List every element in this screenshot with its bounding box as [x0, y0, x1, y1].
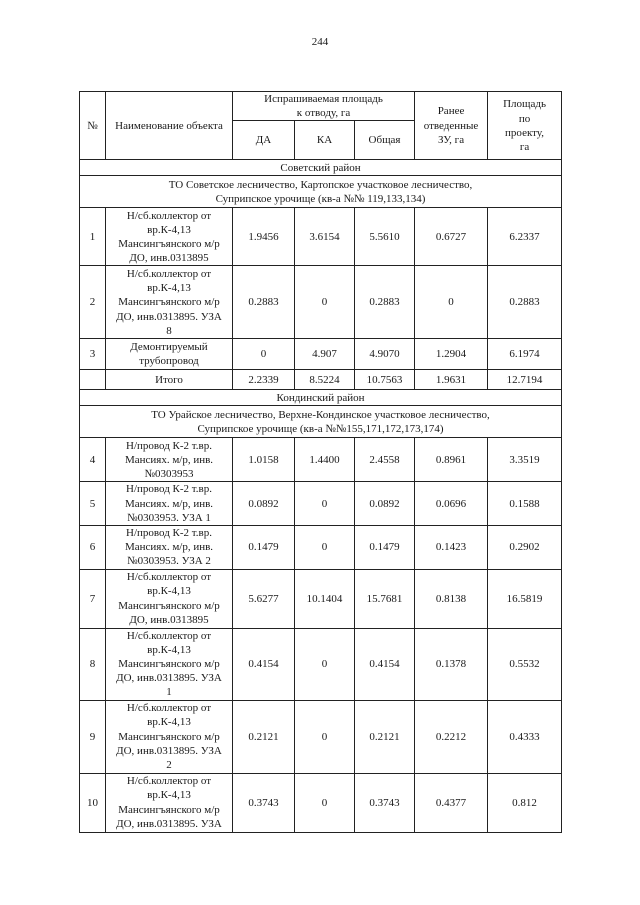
object-name-line: Мансиях. м/р, инв. — [124, 453, 214, 466]
row-number: 3 — [80, 339, 106, 370]
area-da: 0 — [233, 339, 295, 370]
forestry-line2: Суприпское урочище (кв-а №№ 119,133,134) — [215, 192, 426, 205]
object-name-line: вр.К-4,13 — [147, 223, 191, 236]
row-number: 6 — [80, 526, 106, 570]
header-object-name: Наименование объекта — [106, 92, 233, 160]
previously-allocated: 0.1378 — [415, 628, 488, 700]
object-name — [106, 266, 233, 339]
area-da: 0.3743 — [233, 773, 295, 832]
object-name-line: №0303953. УЗА 1 — [127, 511, 211, 524]
object-name-line: Н/сб.коллектор от — [126, 702, 212, 715]
previously-allocated: 0.6727 — [415, 208, 488, 266]
table-row — [80, 438, 562, 482]
project-area: 0.4333 — [488, 700, 562, 773]
object-name-line: Мансиях. м/р, инв. — [124, 541, 214, 554]
table-row — [80, 569, 562, 628]
previously-allocated: 0.0696 — [415, 482, 488, 526]
total-proj: 12.7194 — [488, 370, 562, 390]
project-area: 6.2337 — [488, 208, 562, 266]
area-da: 0.2883 — [233, 266, 295, 339]
object-name — [106, 773, 233, 832]
area-ka: 4.907 — [295, 339, 355, 370]
area-ka: 0 — [295, 773, 355, 832]
project-area: 0.1588 — [488, 482, 562, 526]
object-name-line: трубопровод — [139, 355, 199, 368]
area-da: 0.2121 — [233, 700, 295, 773]
previously-allocated: 0.1423 — [415, 526, 488, 570]
object-name-line: Н/сб.коллектор от — [126, 775, 212, 788]
project-area: 16.5819 — [488, 569, 562, 628]
header-total: Общая — [355, 121, 415, 160]
area-total: 15.7681 — [355, 569, 415, 628]
previously-allocated: 0.4377 — [415, 773, 488, 832]
area-total: 5.5610 — [355, 208, 415, 266]
object-name-line: Н/сб.коллектор от — [126, 629, 212, 642]
header-prev-line3: ЗУ, га — [437, 133, 465, 146]
area-total: 2.4558 — [355, 438, 415, 482]
object-name — [106, 339, 233, 370]
object-name — [106, 482, 233, 526]
total-label: Итого — [106, 370, 233, 390]
header-previously-allocated — [415, 92, 488, 160]
header-proj-line4: га — [519, 140, 530, 153]
district-row — [80, 160, 562, 176]
object-name — [106, 700, 233, 773]
previously-allocated: 1.2904 — [415, 339, 488, 370]
object-name — [106, 526, 233, 570]
table-row — [80, 526, 562, 570]
header-project-area — [488, 92, 562, 160]
project-area: 0.2883 — [488, 266, 562, 339]
object-name-line: Н/сб.коллектор от — [126, 267, 212, 280]
table-row — [80, 482, 562, 526]
header-proj-line2: по — [518, 112, 531, 125]
header-num: № — [80, 92, 106, 160]
table-row — [80, 208, 562, 266]
row-number: 10 — [80, 773, 106, 832]
object-name — [106, 208, 233, 266]
table-row — [80, 339, 562, 370]
object-name-line: Н/сб.коллектор от — [126, 209, 212, 222]
total-da: 2.2339 — [233, 370, 295, 390]
object-name-line: Н/провод К-2 т.вр. — [126, 439, 212, 452]
area-total: 0.2121 — [355, 700, 415, 773]
table-row — [80, 266, 562, 339]
object-name-line: Н/провод К-2 т.вр. — [126, 527, 212, 540]
land-allocation-table — [79, 91, 562, 833]
row-number: 5 — [80, 482, 106, 526]
object-name-line: ДО, инв.0313895. УЗА — [116, 310, 222, 323]
header-proj-line1: Площадь — [503, 98, 546, 111]
forestry-row — [80, 406, 562, 438]
forestry-subtitle — [80, 406, 562, 438]
header-ka: КА — [295, 121, 355, 160]
total-prev: 1.9631 — [415, 370, 488, 390]
object-name-line: Мансингъянского м/р — [118, 803, 220, 816]
object-name-line: ДО, инв.0313895. УЗА — [116, 744, 222, 757]
forestry-row — [80, 176, 562, 208]
object-name-line: Мансингъянского м/р — [118, 296, 220, 309]
object-name-line: Демонтируемый — [130, 341, 208, 354]
previously-allocated: 0.8138 — [415, 569, 488, 628]
object-name-line: ДО, инв.0313895 — [129, 252, 209, 265]
object-name-line: вр.К-4,13 — [147, 585, 191, 598]
object-name-line: ДО, инв.0313895. УЗА — [116, 817, 222, 830]
total-total: 10.7563 — [355, 370, 415, 390]
area-ka: 0 — [295, 526, 355, 570]
row-number: 4 — [80, 438, 106, 482]
object-name-line: ДО, инв.0313895 — [129, 613, 209, 626]
area-da: 1.9456 — [233, 208, 295, 266]
row-number: 2 — [80, 266, 106, 339]
object-name-line: вр.К-4,13 — [147, 716, 191, 729]
previously-allocated: 0 — [415, 266, 488, 339]
area-ka: 3.6154 — [295, 208, 355, 266]
object-name-line: Мансингъянского м/р — [118, 658, 220, 671]
table-row — [80, 628, 562, 700]
area-da: 0.0892 — [233, 482, 295, 526]
previously-allocated: 0.8961 — [415, 438, 488, 482]
project-area: 0.2902 — [488, 526, 562, 570]
header-area-line2: к отводу, га — [296, 107, 351, 120]
object-name-line: Мансингъянского м/р — [118, 599, 220, 612]
table-row — [80, 773, 562, 832]
object-name-line: 1 — [166, 686, 172, 699]
area-da: 0.1479 — [233, 526, 295, 570]
district-title: Кондинский район — [80, 390, 562, 406]
object-name-line: Мансингъянского м/р — [118, 237, 220, 250]
object-name — [106, 569, 233, 628]
forestry-line1: ТО Урайское лесничество, Верхне-Кондинское участковое лесничество, — [151, 408, 490, 421]
forestry-line1: ТО Советское лесничество, Картопское участковое лесничество, — [168, 178, 473, 191]
district-title: Советский район — [80, 160, 562, 176]
area-total: 0.2883 — [355, 266, 415, 339]
object-name-line: Н/провод К-2 т.вр. — [126, 483, 212, 496]
area-da: 0.4154 — [233, 628, 295, 700]
project-area: 3.3519 — [488, 438, 562, 482]
area-total: 0.3743 — [355, 773, 415, 832]
header-row-1 — [80, 92, 562, 121]
total-empty — [80, 370, 106, 390]
table-row — [80, 700, 562, 773]
forestry-line2: Суприпское урочище (кв-а №№155,171,172,173,174) — [197, 422, 444, 435]
object-name-line: 2 — [166, 758, 172, 771]
project-area: 0.5532 — [488, 628, 562, 700]
header-prev-line1: Ранее — [437, 105, 465, 118]
page-number: 244 — [311, 36, 329, 48]
project-area: 0.812 — [488, 773, 562, 832]
row-number: 7 — [80, 569, 106, 628]
area-ka: 0 — [295, 266, 355, 339]
area-da: 1.0158 — [233, 438, 295, 482]
area-ka: 0 — [295, 700, 355, 773]
area-ka: 0 — [295, 628, 355, 700]
row-number: 8 — [80, 628, 106, 700]
object-name-line: вр.К-4,13 — [147, 643, 191, 656]
area-total: 0.1479 — [355, 526, 415, 570]
header-area-line1: Испрашиваемая площадь — [264, 93, 383, 105]
object-name-line: вр.К-4,13 — [147, 282, 191, 295]
area-ka: 10.1404 — [295, 569, 355, 628]
forestry-subtitle — [80, 176, 562, 208]
object-name-line: вр.К-4,13 — [147, 789, 191, 802]
object-name-line: Мансиях. м/р, инв. — [124, 497, 214, 510]
previously-allocated: 0.2212 — [415, 700, 488, 773]
header-proj-line3: проекту, — [505, 126, 544, 139]
area-ka: 1.4400 — [295, 438, 355, 482]
district-row — [80, 390, 562, 406]
object-name-line: №0303953 — [144, 468, 194, 480]
total-ka: 8.5224 — [295, 370, 355, 390]
object-name-line: Мансингъянского м/р — [118, 730, 220, 743]
row-number: 1 — [80, 208, 106, 266]
object-name-line: №0303953. УЗА 2 — [127, 555, 211, 568]
area-total: 4.9070 — [355, 339, 415, 370]
row-number: 9 — [80, 700, 106, 773]
area-total: 0.4154 — [355, 628, 415, 700]
object-name-line: ДО, инв.0313895. УЗА — [116, 672, 222, 685]
area-total: 0.0892 — [355, 482, 415, 526]
area-ka: 0 — [295, 482, 355, 526]
project-area: 6.1974 — [488, 339, 562, 370]
object-name — [106, 628, 233, 700]
area-da: 5.6277 — [233, 569, 295, 628]
header-prev-line2: отведенные — [423, 119, 479, 132]
header-requested-area — [233, 92, 415, 121]
object-name-line: Н/сб.коллектор от — [126, 571, 212, 584]
total-row — [80, 370, 562, 390]
header-da: ДА — [233, 121, 295, 160]
object-name-line: 8 — [166, 324, 172, 337]
object-name — [106, 438, 233, 482]
